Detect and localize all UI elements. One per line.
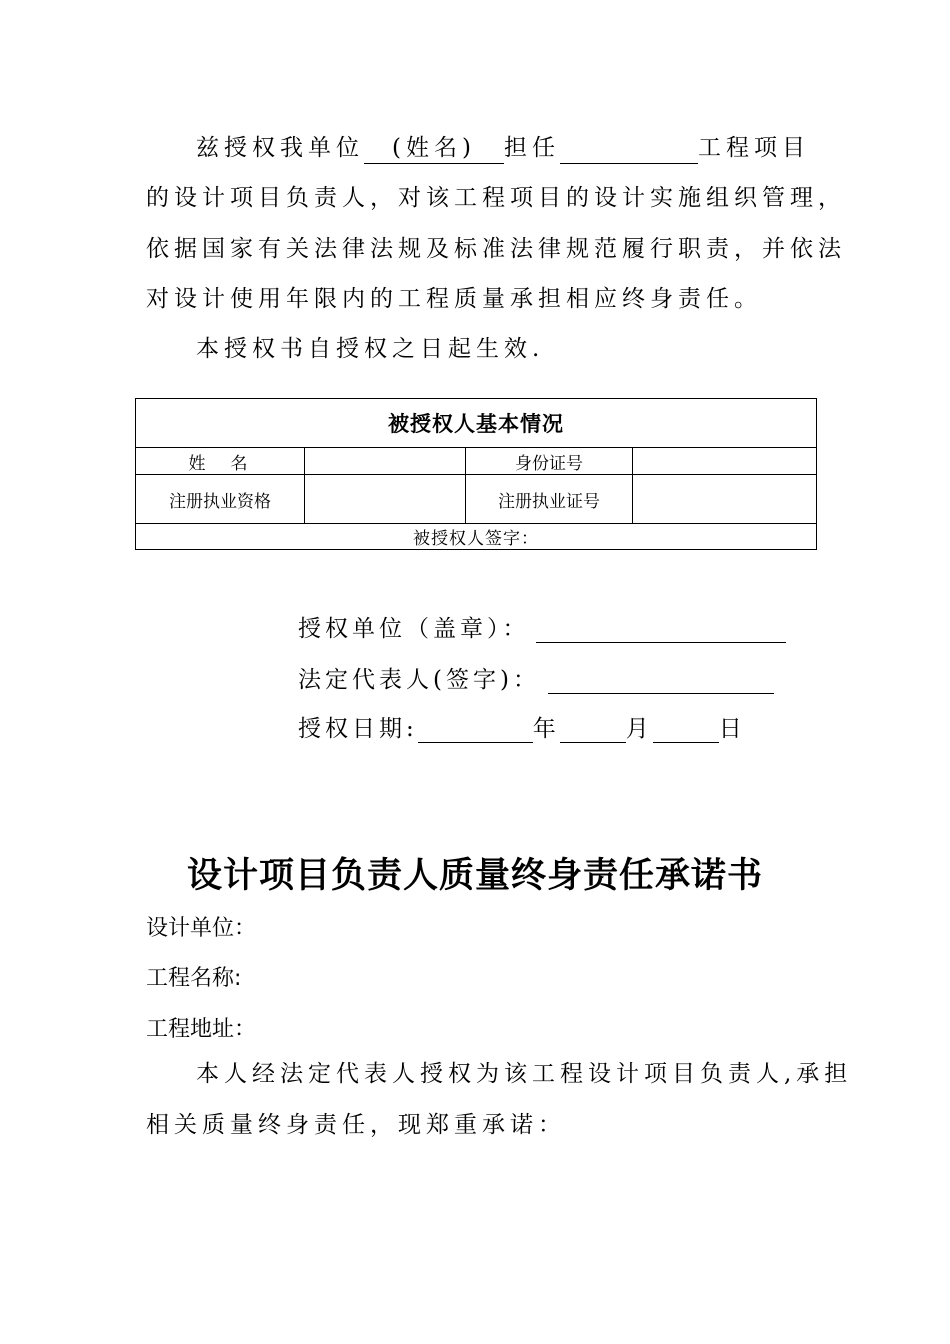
auth-paragraph-line-2: 的设计项目负责人，对该工程项目的设计实施组织管理，	[146, 185, 846, 211]
authorizing-unit-blank	[536, 616, 786, 643]
legal-rep-label: 法定代表人(签字)：	[298, 667, 540, 693]
authorizing-unit-line	[298, 610, 786, 643]
auth-text-before: 兹授权我单位	[196, 135, 364, 161]
name-value-cell[interactable]	[305, 448, 466, 475]
auth-date-line	[298, 710, 746, 743]
auth-date-label: 授权日期:	[298, 716, 418, 742]
day-label: 日	[718, 716, 746, 742]
name-blank: (姓名)	[364, 133, 504, 164]
project-name-label: 工程名称:	[146, 966, 242, 991]
qualification-value-cell[interactable]	[305, 475, 466, 524]
name-label: 姓 名	[136, 448, 305, 475]
year-blank	[418, 716, 533, 743]
project-blank	[560, 133, 698, 164]
authorizing-unit-label: 授权单位（盖章）：	[298, 616, 530, 642]
signature-row: 被授权人签字：	[136, 524, 817, 550]
table-title: 被授权人基本情况	[136, 399, 817, 448]
project-address-label: 工程地址：	[146, 1017, 257, 1042]
commitment-body-line-2: 相关质量终身责任，现郑重承诺：	[146, 1112, 566, 1138]
legal-rep-line	[298, 661, 774, 694]
id-number-value-cell[interactable]	[633, 448, 817, 475]
qualification-label: 注册执业资格	[136, 475, 305, 524]
month-label: 月	[625, 716, 653, 742]
commitment-title: 设计项目负责人质量终身责任承诺书	[186, 855, 763, 896]
commitment-body-line-1: 本人经法定代表人授权为该工程设计项目负责人,承担	[196, 1061, 853, 1087]
authorized-person-table	[135, 398, 817, 550]
auth-text-after: 工程项目	[698, 135, 810, 161]
day-blank	[653, 716, 719, 743]
auth-text-mid: 担任	[504, 135, 560, 161]
auth-paragraph-line-3: 依据国家有关法律法规及标准法律规范履行职责，并依法	[146, 236, 846, 262]
year-label: 年	[532, 716, 560, 742]
cert-number-label: 注册执业证号	[466, 475, 633, 524]
auth-paragraph-line-1	[196, 133, 846, 164]
auth-effective-line: 本授权书自授权之日起生效.	[196, 336, 545, 362]
id-number-label: 身份证号	[466, 448, 633, 475]
legal-rep-blank	[548, 667, 774, 694]
cert-number-value-cell[interactable]	[633, 475, 817, 524]
auth-paragraph-line-4: 对设计使用年限内的工程质量承担相应终身责任。	[146, 286, 762, 312]
month-blank	[560, 716, 626, 743]
design-unit-label: 设计单位：	[146, 916, 257, 941]
